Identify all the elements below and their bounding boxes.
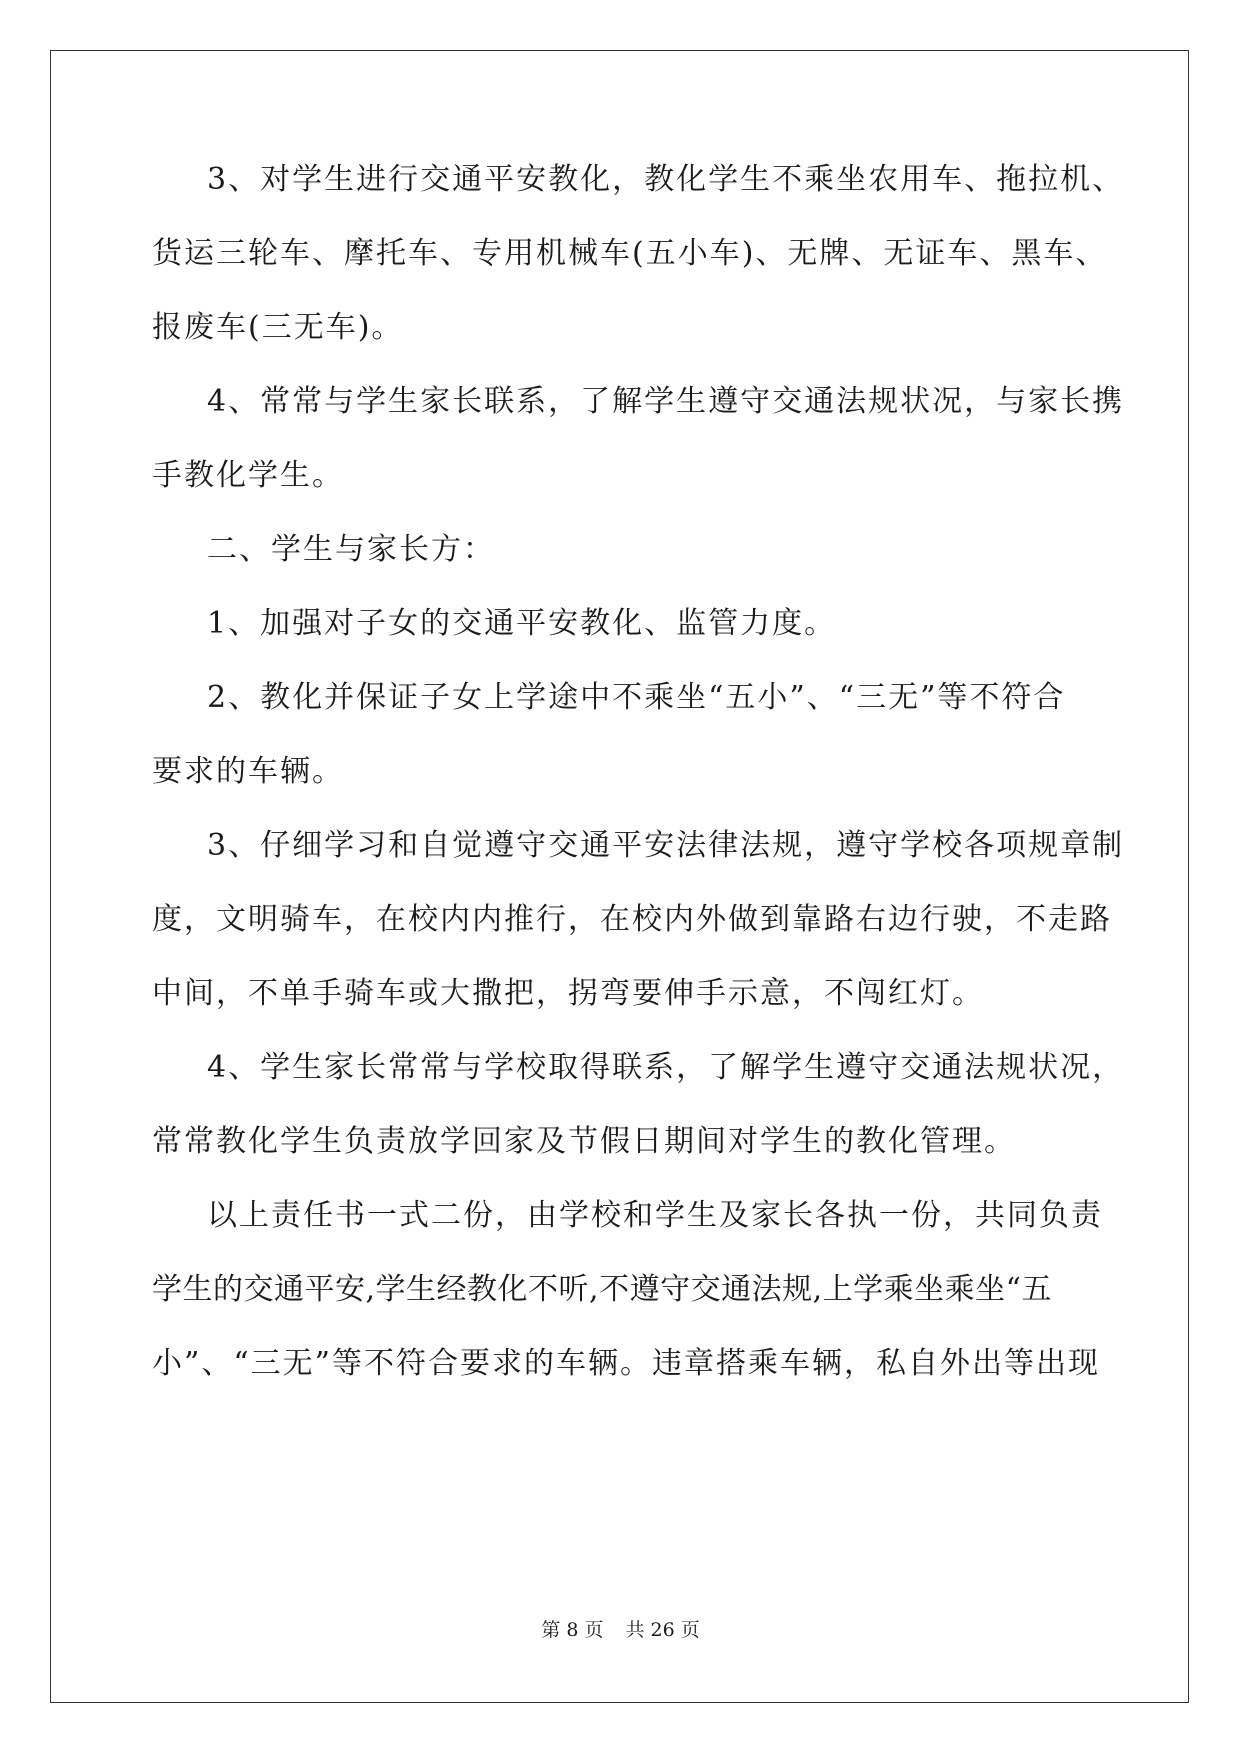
text-line: 手教化学生。 xyxy=(152,458,344,493)
text-line: 3、对学生进行交通平安教化，教化学生不乘坐农用车、拖拉机、 xyxy=(207,162,1125,197)
text-line: 1、加强对子女的交通平安教化、监管力度。 xyxy=(207,606,837,641)
section-heading: 二、学生与家长方： xyxy=(207,532,495,567)
text-line: 常常教化学生负责放学回家及节假日期间对学生的教化管理。 xyxy=(152,1124,1016,1159)
text-line: 2、教化并保证子女上学途中不乘坐“五小”、“三无”等不符合 xyxy=(207,680,1066,715)
text-line: 要求的车辆。 xyxy=(152,754,344,789)
page-footer xyxy=(0,1618,1241,1642)
text-line: 小”、“三无”等不符合要求的车辆。违章搭乘车辆，私自外出等出现 xyxy=(152,1346,1101,1381)
text-line: 报废车(三无车)。 xyxy=(152,310,404,345)
text-line: 以上责任书一式二份，由学校和学生及家长各执一份，共同负责 xyxy=(207,1198,1103,1233)
text-line: 度，文明骑车，在校内内推行，在校内外做到靠路右边行驶，不走路 xyxy=(152,902,1112,937)
page-border xyxy=(50,50,1189,1703)
text-line: 3、仔细学习和自觉遵守交通平安法律法规，遵守学校各项规章制 xyxy=(207,828,1125,863)
text-line: 学生的交通平安,学生经教化不听,不遵守交通法规,上学乘坐乘坐“五 xyxy=(152,1272,1052,1307)
text-line: 4、学生家长常常与学校取得联系，了解学生遵守交通法规状况， xyxy=(207,1050,1125,1085)
text-line: 货运三轮车、摩托车、专用机械车(五小车)、无牌、无证车、黑车、 xyxy=(152,236,1108,271)
page-number-current: 第 8 页 xyxy=(541,1619,604,1641)
text-line: 中间，不单手骑车或大撒把，拐弯要伸手示意，不闯红灯。 xyxy=(152,976,984,1011)
text-line: 4、常常与学生家长联系，了解学生遵守交通法规状况，与家长携 xyxy=(207,384,1125,419)
page-number-total: 共 26 页 xyxy=(625,1619,700,1641)
